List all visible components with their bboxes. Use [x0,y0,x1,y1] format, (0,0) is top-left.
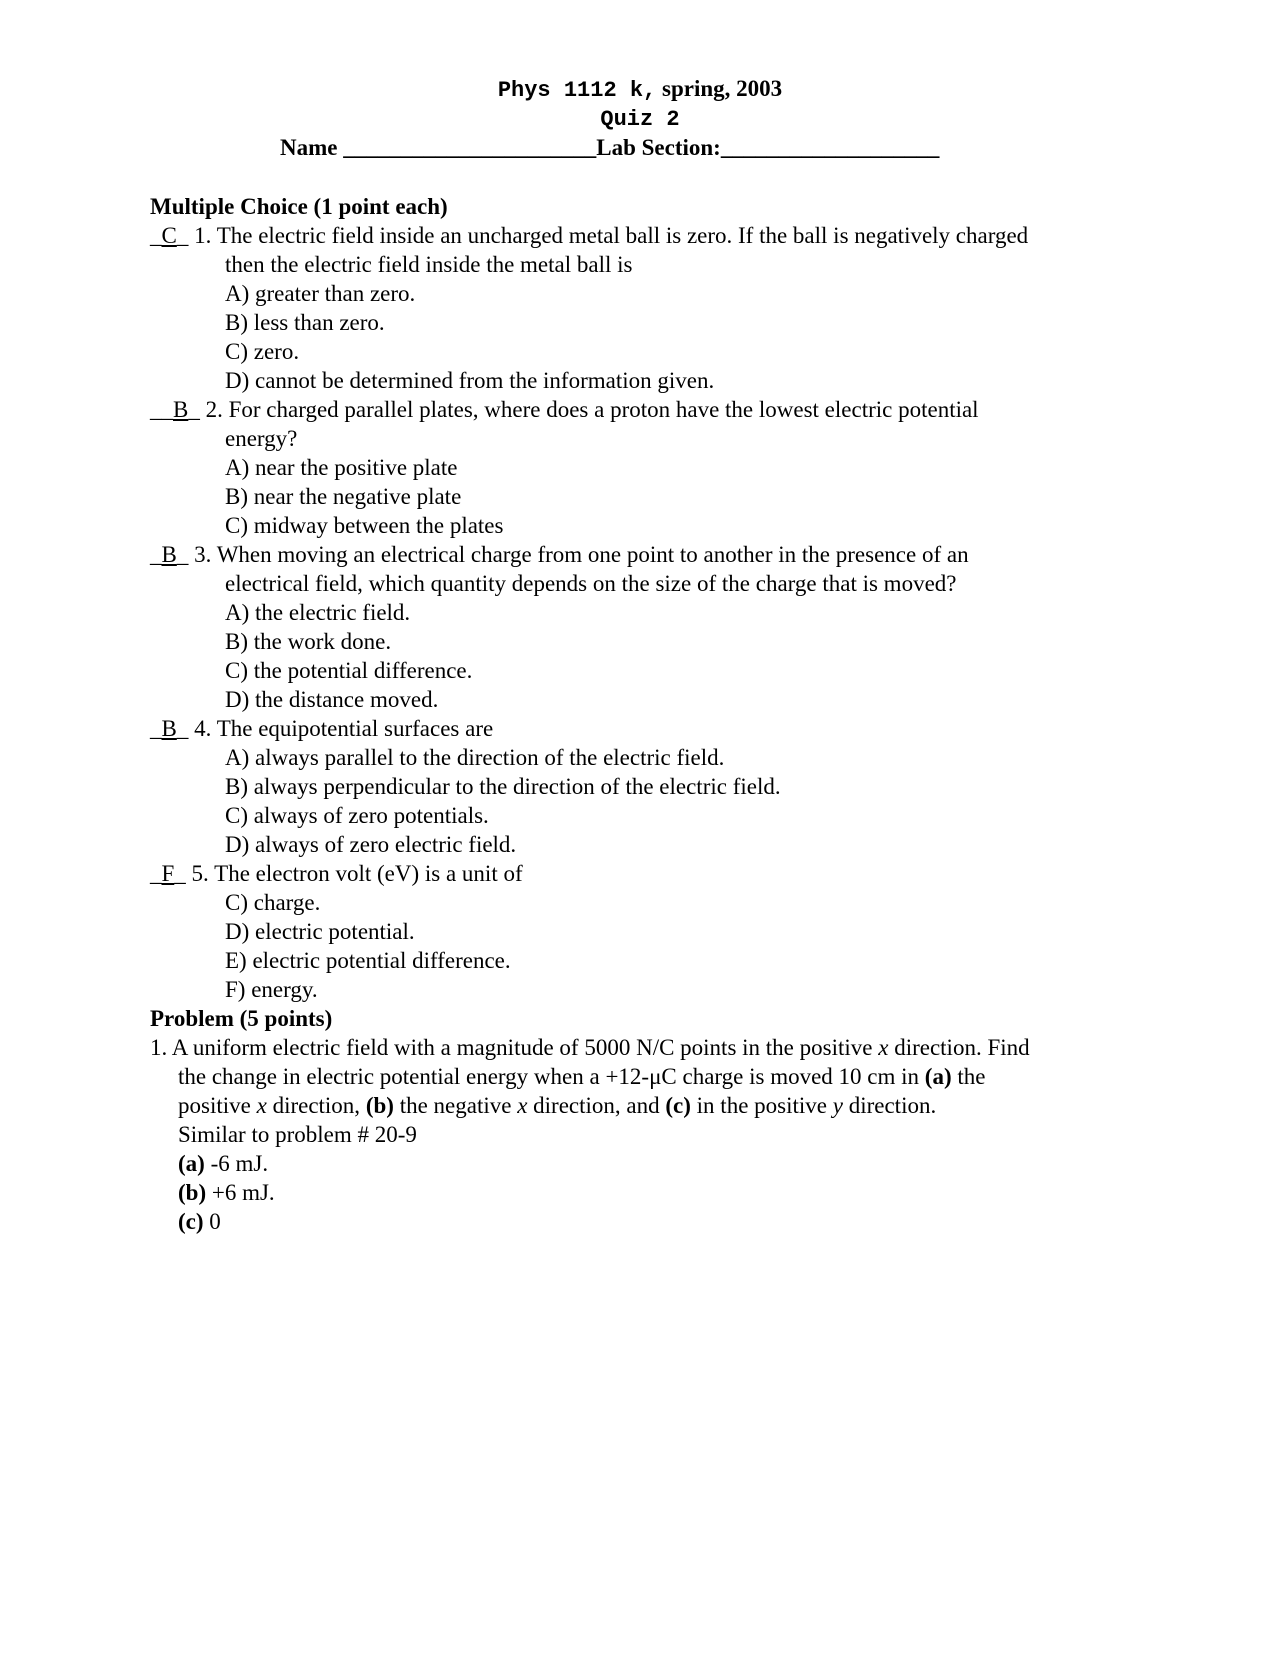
lab-section-label: Lab Section: [596,135,721,160]
question-text: The electric field inside an uncharged metal ball is zero. If the ball is negatively charged [216,223,1029,248]
variable-x: x [517,1093,528,1118]
question-text: then the electric field inside the metal ball is [225,252,633,277]
option: D) always of zero electric field. [225,832,517,857]
question-number: 2. [205,397,223,422]
option: A) the electric field. [225,600,411,625]
problem-text: A uniform electric field with a magnitude of 5000 N/C points in the positive [171,1035,873,1060]
header-quiz-line [0,106,1280,131]
part-tag: (a) [924,1064,952,1089]
answer-tag: (b) [178,1180,207,1205]
option: C) charge. [225,890,321,915]
option: B) always perpendicular to the direction of the electric field. [225,774,781,799]
question-text: The electron volt (eV) is a unit of [214,861,523,886]
question-text: For charged parallel plates, where does a proton have the lowest electric potential [228,397,979,422]
name-label: Name [280,135,338,160]
question-number: 1. [194,223,212,248]
question-number: 4. [194,716,212,741]
question-text: energy? [225,426,298,451]
answer-tag: (c) [178,1209,204,1234]
question-number: 5. [191,861,209,886]
variable-y: y [832,1093,843,1118]
problem-text: positive [178,1093,251,1118]
question-2-line-1: __B_ 2. For charged parallel plates, where does a proton have the lowest electric potential [150,397,979,422]
answer-tag: (a) [178,1151,205,1176]
option: D) cannot be determined from the information given. [225,368,715,393]
similar-problem-note: Similar to problem # 20-9 [178,1122,417,1147]
question-text: The equipotential surfaces are [216,716,494,741]
answer-a [178,1152,268,1175]
option: C) always of zero potentials. [225,803,489,828]
option: C) zero. [225,339,300,364]
question-text: electrical field, which quantity depends on the size of the charge that is moved? [225,571,957,596]
problem-text: in the positive [696,1093,827,1118]
problem-text: the [957,1064,986,1089]
problem-line-1 [150,1036,1030,1059]
question-1-line-1: _C_ 1. The electric field inside an uncharged metal ball is zero. If the ball is negatively charged [150,223,1029,248]
multiple-choice-heading: Multiple Choice (1 point each) [150,194,448,219]
option: B) the work done. [225,629,392,654]
option: B) less than zero. [225,310,385,335]
problem-text: direction. Find [894,1035,1030,1060]
part-tag: (b) [365,1093,394,1118]
option: A) always parallel to the direction of the electric field. [225,745,725,770]
option: A) near the positive plate [225,455,458,480]
answer-blank-2[interactable]: B [173,397,189,422]
term: spring, 2003 [662,76,783,101]
answer-b [178,1181,275,1204]
problem-text: direction. [848,1093,937,1118]
name-field[interactable]: ______________________ [343,135,597,160]
answer-value: 0 [209,1209,221,1234]
question-number: 3. [194,542,212,567]
option: E) electric potential difference. [225,948,511,973]
course-code: Phys 1112 k, [497,78,657,103]
option: B) near the negative plate [225,484,462,509]
question-text: When moving an electrical charge from one point to another in the presence of an [216,542,969,567]
problem-line-3 [178,1094,936,1117]
problem-line-2 [178,1065,985,1088]
quiz-title: Quiz 2 [600,107,680,132]
problem-text: direction, [272,1093,361,1118]
question-5-line-1: _F_ 5. The electron volt (eV) is a unit of [150,861,523,886]
answer-value: +6 mJ. [211,1180,275,1205]
answer-blank-5[interactable]: F [161,861,175,886]
answer-blank-3[interactable]: B [161,542,177,567]
problem-heading: Problem (5 points) [150,1006,333,1031]
name-lab-line [280,136,939,159]
question-3-line-1: _B_ 3. When moving an electrical charge from one point to another in the presence of an [150,542,969,567]
problem-text: direction, and [533,1093,660,1118]
variable-x: x [256,1093,267,1118]
answer-value: -6 mJ. [210,1151,269,1176]
option: C) midway between the plates [225,513,504,538]
option: D) the distance moved. [225,687,439,712]
lab-section-field[interactable]: ___________________ [720,135,940,160]
answer-c [178,1210,221,1233]
option: D) electric potential. [225,919,415,944]
problem-number: 1. [150,1035,168,1060]
answer-blank-4[interactable]: B [161,716,177,741]
question-4-line-1: _B_ 4. The equipotential surfaces are [150,716,494,741]
option: A) greater than zero. [225,281,416,306]
header-course-line [0,77,1280,102]
problem-text: the change in electric potential energy when a +12-μC charge is moved 10 cm in [178,1064,920,1089]
variable-x: x [878,1035,889,1060]
answer-blank-1[interactable]: C [161,223,177,248]
option: F) energy. [225,977,318,1002]
option: C) the potential difference. [225,658,473,683]
part-tag: (c) [665,1093,691,1118]
problem-text: the negative [399,1093,512,1118]
